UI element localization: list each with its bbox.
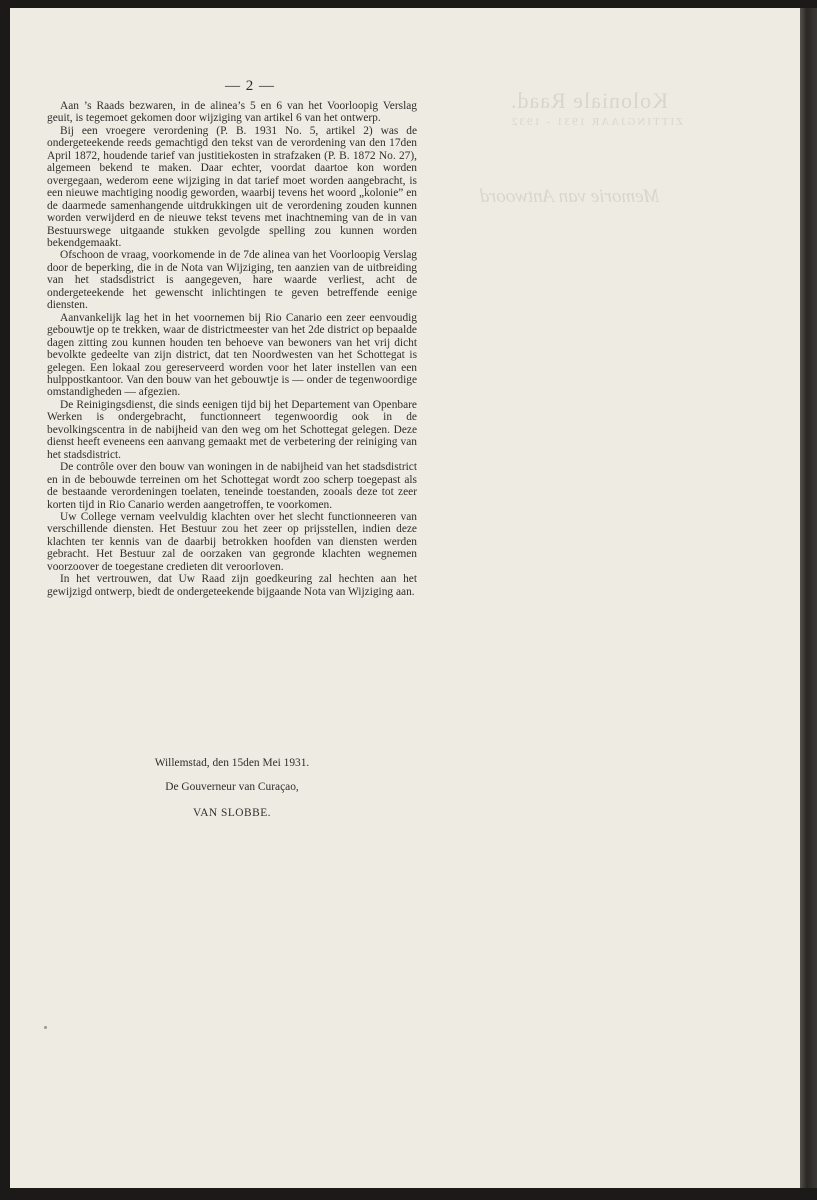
paragraph: Ofschoon de vraag, voorkomende in de 7de alinea van het Voorloopig Verslag door de beperking, die in de Nota van Wijziging, ten aanzien van de uitbreiding van het stadsdistrict is aangegeven, hare waarde verliest, acht de ondergeteekende het gewenscht inlichtingen te geven betreffende eenige diensten. (47, 249, 417, 312)
page-edge-bottom (0, 1188, 817, 1200)
paragraph: De contrôle over den bouw van woningen in de nabijheid van het stadsdistrict en in de bebouwde terreinen om het Schottegat wordt zoo scherp toegepast als de bestaande verordeningen toelaten, teneinde toestanden, zooals deze tot zeer korten tijd in Rio Canario werden aangetroffen, te voorkomen. (47, 461, 417, 511)
bleed-through-text (480, 88, 780, 208)
paragraph: De Reinigingsdienst, die sinds eenigen tijd bij het Departement van Openbare Werken is ondergebracht, functionneert tegenwoordig ook in de bevolkingscentra in de nabijheid van den weg om het Schottegat gelegen. Deze dienst heeft eveneens een aanvang gemaakt met de verbetering der reiniging van het stadsdistrict. (47, 398, 417, 461)
paragraph: Bij een vroegere verordening (P. B. 1931 No. 5, artikel 2) was de ondergeteekende reeds gemachtigd den tekst van de verordening van den 17den April 1872, houdende tarief van justitiekosten in strafzaken (P. B. 1872 No. 27), algemeen bekend te maken. Daar echter, voordat daartoe kon worden overgegaan, wederom eene wijziging in dat tarief moet worden aangebracht, is een nieuwe machtiging noodig geworden, waarbij tevens het woord „kolonie” en de daarmede samenhangende uitdrukkingen uit de verordening zouden kunnen worden verwijderd en de nieuwe tekst tevens met inachtneming van de in van Bestuurswege uitgaande stukken gevolgde spelling zou kunnen worden bekendgemaakt. (47, 124, 417, 249)
page-edge-right (800, 8, 817, 1200)
paragraph: In het vertrouwen, dat Uw Raad zijn goedkeuring zal hechten aan het gewijzigd ontwerp, biedt de ondergeteekende bijgaande Nota van Wijziging aan. (47, 573, 417, 598)
paper-speck (44, 1026, 47, 1029)
paragraph: Uw College vernam veelvuldig klachten over het slecht functionneeren van verschillende diensten. Het Bestuur zou het zeer op prijsstellen, indien deze klachten ter kennis van de daarbij betrokken hoofden van diensten werden gebracht. Het Bestuur zal de oorzaken van gegronde klachten wegnemen voorzoover de toegestane credieten dit veroorloven. (47, 510, 417, 573)
governor-title: De Gouverneur van Curaçao, (165, 781, 299, 793)
page-number: — 2 — (225, 78, 275, 94)
closing-date: Willemstad, den 15den Mei 1931. (154, 757, 310, 769)
body-text (47, 100, 417, 598)
paragraph: Aan ’s Raads bezwaren, in de alinea’s 5 en 6 van het Voorloopig Verslag geuit, is tegemoet gekomen door wijziging van artikel 6 van het ontwerp. (47, 100, 417, 125)
bleed-through-heading: Koloniale Raad. (510, 88, 668, 113)
bleed-through-subheading: ZITTINGJAAR 1931 - 1932 (510, 116, 683, 128)
paragraph: Aanvankelijk lag het in het voornemen bij Rio Canario een zeer eenvoudig gebouwtje op te trekken, waar de districtmeester van het 2de district op bepaalde dagen zitting zou kunnen houden ten behoeve van bewoners van het vrij dicht bevolkte gedeelte van zijn district, dat ten Noordwesten van het Schottegat is gelegen. Een lokaal zou gereserveerd worden voor het later instellen van een hulppostkantoor. Van den bouw van het gebouwtje is — onder de tegenwoordige omstandigheden — afgezien. (47, 311, 417, 399)
bleed-through-title: Memorie van Antwoord (480, 186, 660, 207)
signature-name: VAN SLOBBE. (192, 807, 272, 819)
